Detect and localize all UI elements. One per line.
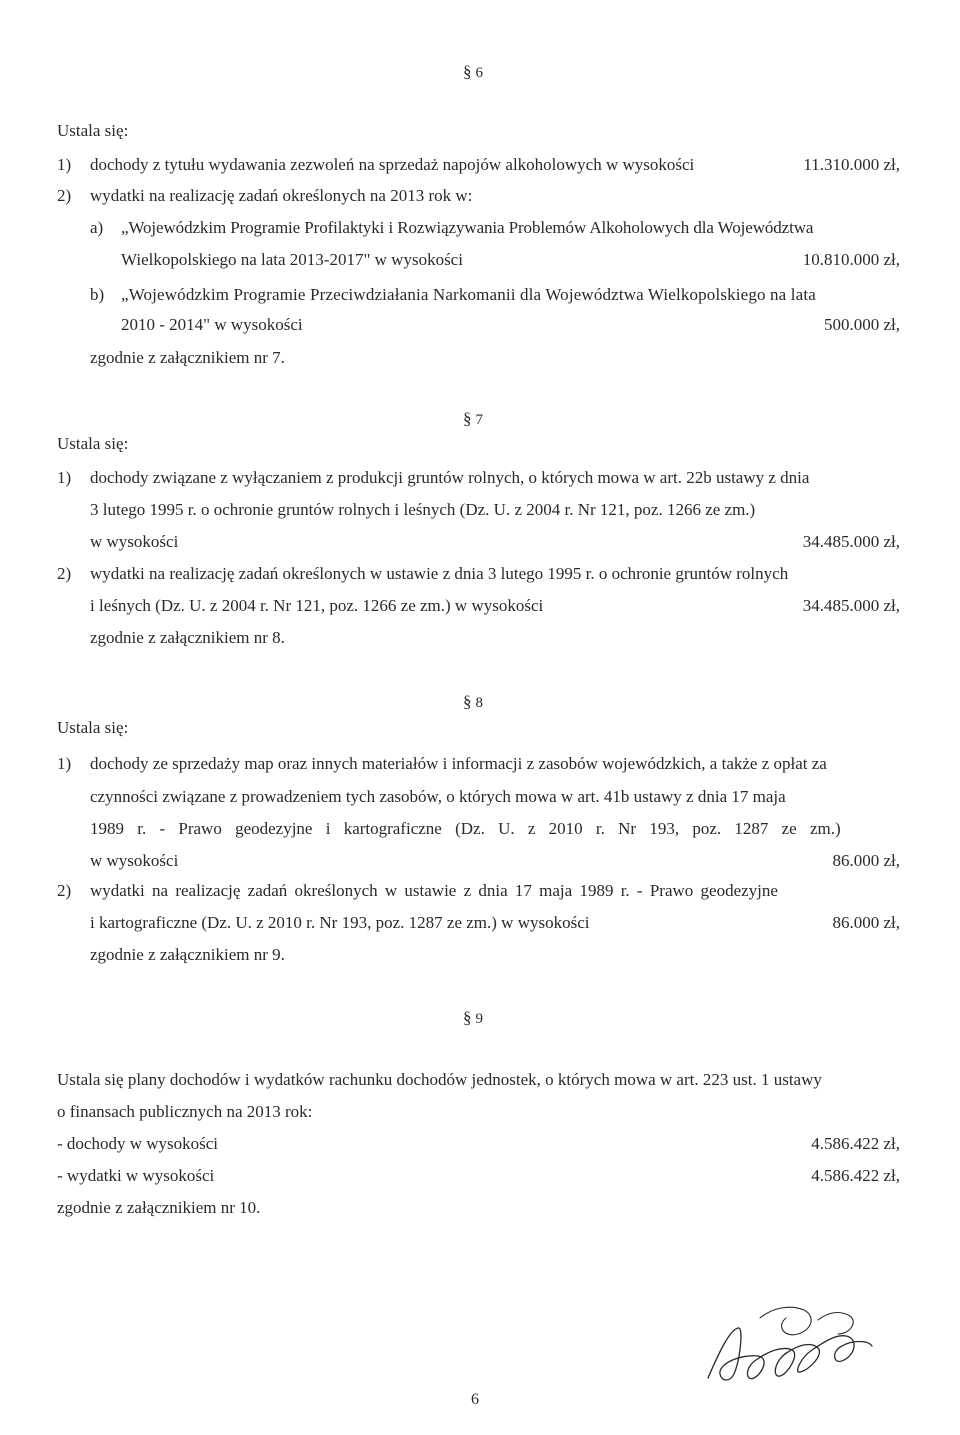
item-text: dochody ze sprzedaży map oraz innych materiałów i informacji z zasobów wojewódzkich, a także z opłat za: [90, 754, 827, 773]
item-text: 3 lutego 1995 r. o ochronie gruntów rolnych i leśnych (Dz. U. z 2004 r. Nr 121, poz. 1266 ze zm.): [90, 500, 756, 519]
item-text: czynności związane z prowadzeniem tych zasobów, o których mowa w art. 41b ustawy z dnia 17 maja: [90, 787, 786, 806]
item-number: 1): [57, 754, 72, 773]
attachment-reference: zgodnie z załącznikiem nr 9.: [90, 945, 285, 964]
subitem-text: „Wojewódzkim Programie Profilaktyki i Rozwiązywania Problemów Alkoholowych dla Województwa: [121, 218, 814, 237]
signature-initials: [700, 1290, 880, 1400]
amount: 4.586.422 zł,: [811, 1134, 900, 1153]
ustala-label: Ustala się:: [57, 434, 129, 453]
section-sign: §: [463, 409, 472, 428]
amount: 34.485.000 zł,: [802, 596, 900, 615]
item-text: 1989 r. - Prawo geodezyjne i kartograficzne (Dz. U. z 2010 r. Nr 193, poz. 1287 ze zm.): [90, 819, 841, 838]
ustala-label: Ustala się:: [57, 718, 129, 737]
amount: 500.000 zł,: [823, 315, 900, 334]
ustala-label: Ustala się:: [57, 121, 129, 140]
attachment-reference: zgodnie z załącznikiem nr 10.: [57, 1198, 261, 1217]
amount: 4.586.422 zł,: [811, 1166, 900, 1185]
attachment-reference: zgodnie z załącznikiem nr 7.: [90, 348, 285, 367]
item-number: 1): [57, 468, 72, 487]
amount: 34.485.000 zł,: [802, 532, 900, 551]
section-sign: §: [463, 692, 472, 711]
item-number: 2): [57, 186, 72, 205]
amount: 86.000 zł,: [832, 913, 900, 932]
attachment-reference: zgodnie z załącznikiem nr 8.: [90, 628, 285, 647]
amount: 10.810.000 zł,: [802, 250, 900, 269]
paragraph-text: Ustala się plany dochodów i wydatków rachunku dochodów jednostek, o których mowa w art. 223 ust. 1 ustawy: [57, 1070, 822, 1089]
section-number: 7: [475, 412, 483, 428]
subitem-label: a): [90, 218, 104, 237]
subitem-text: „Wojewódzkim Programie Przeciwdziałania Narkomanii dla Województwa Wielkopolskiego na lata: [121, 285, 816, 304]
subitem-label: b): [90, 285, 105, 304]
section-sign: §: [463, 62, 472, 81]
item-text: wydatki na realizację zadań określonych w ustawie z dnia 3 lutego 1995 r. o ochronie gruntów rolnych: [90, 564, 789, 583]
income-label: - dochody w wysokości: [57, 1134, 219, 1153]
item-text: dochody związane z wyłączaniem z produkcji gruntów rolnych, o których mowa w art. 22b ustawy z dnia: [90, 468, 810, 487]
item-text: wydatki na realizację zadań określonych w ustawie z dnia 17 maja 1989 r. - Prawo geodezyjne: [90, 881, 778, 900]
item-text: i leśnych (Dz. U. z 2004 r. Nr 121, poz. 1266 ze zm.) w wysokości: [90, 596, 544, 615]
section-6-heading: [463, 62, 483, 83]
expense-label: - wydatki w wysokości: [57, 1166, 215, 1185]
section-number: 9: [475, 1011, 483, 1027]
amount: 11.310.000 zł,: [803, 155, 900, 174]
paragraph-text: o finansach publicznych na 2013 rok:: [57, 1102, 313, 1121]
item-text: wydatki na realizację zadań określonych na 2013 rok w:: [90, 186, 473, 205]
item-number: 1): [57, 155, 72, 174]
item-text: dochody z tytułu wydawania zezwoleń na sprzedaż napojów alkoholowych w wysokości: [90, 155, 695, 174]
section-9-heading: [463, 1008, 483, 1029]
section-7-heading: [463, 409, 483, 430]
section-number: 6: [475, 65, 483, 81]
section-sign: §: [463, 1008, 472, 1027]
item-text: i kartograficzne (Dz. U. z 2010 r. Nr 193, poz. 1287 ze zm.) w wysokości: [90, 913, 590, 932]
amount: 86.000 zł,: [832, 851, 900, 870]
item-text: w wysokości: [90, 851, 179, 870]
item-number: 2): [57, 564, 72, 583]
section-8-heading: [463, 692, 483, 713]
item-text: w wysokości: [90, 532, 179, 551]
page-number: 6: [471, 1391, 479, 1408]
section-number: 8: [475, 695, 483, 711]
subitem-text: 2010 - 2014" w wysokości: [121, 315, 303, 334]
subitem-text: Wielkopolskiego na lata 2013-2017" w wysokości: [121, 250, 463, 269]
item-number: 2): [57, 881, 72, 900]
